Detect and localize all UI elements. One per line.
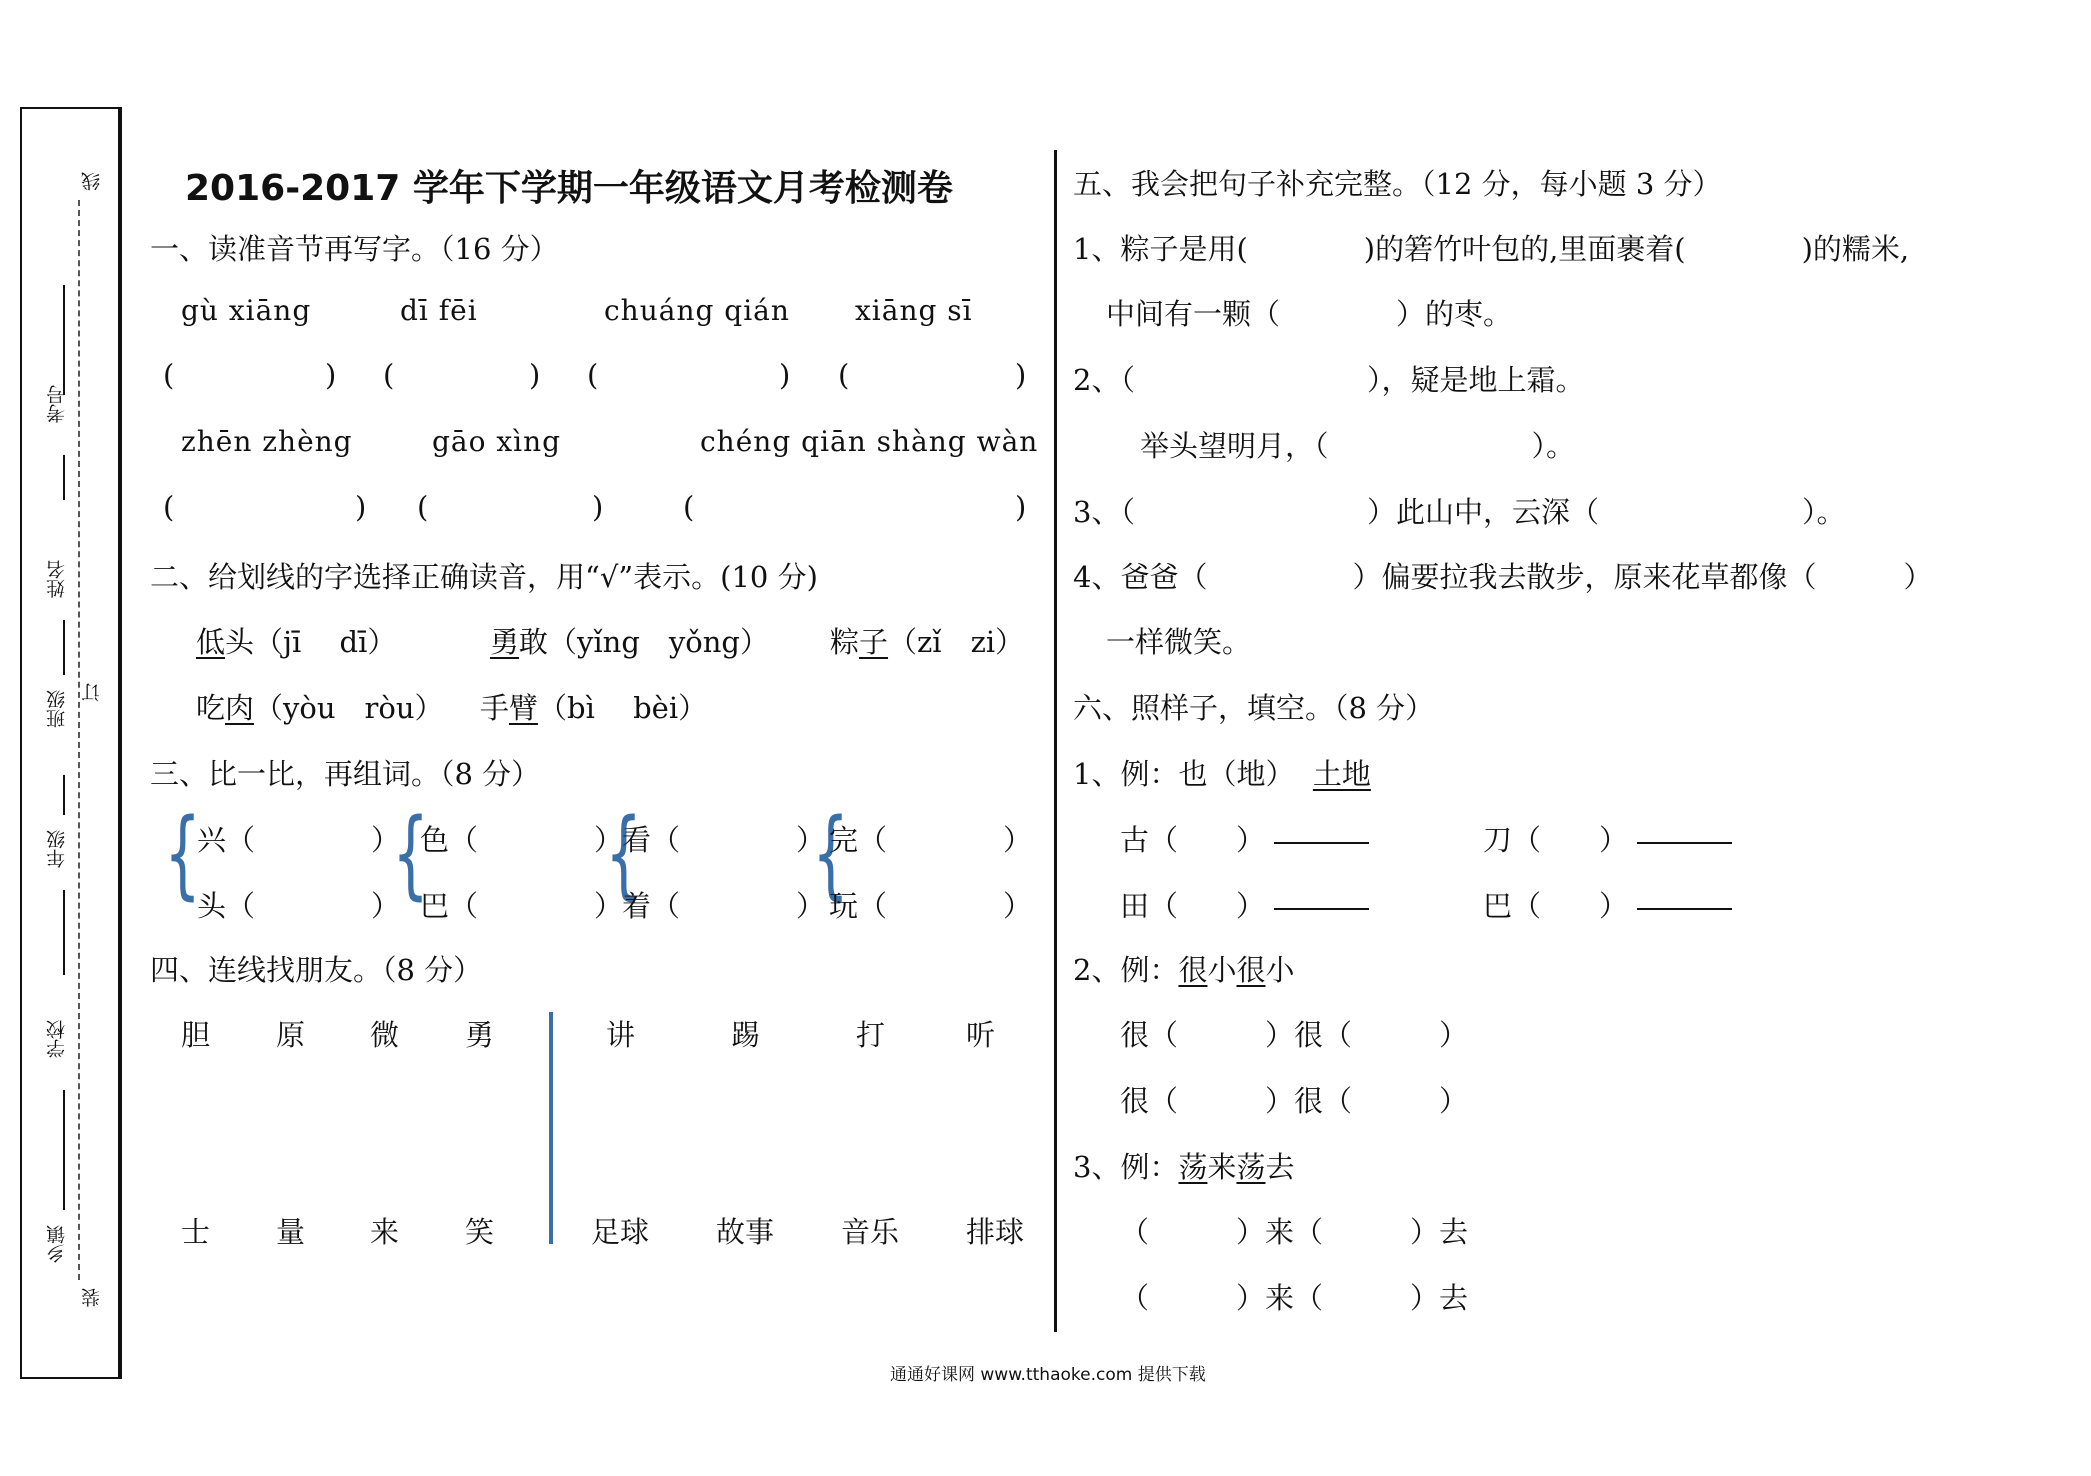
pinyin-item: zhēn zhèng <box>181 425 353 458</box>
compare-word: 兴（ ） <box>197 823 401 857</box>
brace-icon: { <box>605 798 642 910</box>
match-char: 听 <box>966 1018 996 1052</box>
binding-mark-zhuang: 装 <box>81 1288 103 1307</box>
pinyin-item: gù xiāng <box>181 294 312 327</box>
answer-paren: ) <box>1015 490 1027 524</box>
answer-paren: ) <box>779 358 791 392</box>
sentence-item: 中间有一颗（ ）的枣。 <box>1106 297 1513 331</box>
answer-paren: ) <box>1015 358 1027 392</box>
section-4-heading: 四、连线找朋友。（8 分） <box>150 953 483 987</box>
pinyin-item: gāo xìng <box>432 425 562 458</box>
sentence-item: 举头望明月，（ ）。 <box>1140 429 1576 463</box>
brace-icon: { <box>392 798 429 910</box>
section-2-heading: 二、给划线的字选择正确读音，用“√”表示。(10 分) <box>150 560 818 594</box>
match-char: 士 <box>181 1215 211 1249</box>
reading-choice: 手臂（bì bèi） <box>480 691 708 725</box>
answer-paren: ( <box>383 358 395 392</box>
fill-item: 很（ ）很（ ） <box>1120 1084 1469 1118</box>
section-6-heading: 六、照样子，填空。（8 分） <box>1073 691 1435 725</box>
pinyin-item: chéng qiān shàng wàn <box>700 425 1039 458</box>
compare-word: 色（ ） <box>420 823 624 857</box>
match-char: 打 <box>856 1018 886 1052</box>
binding-strip <box>20 107 122 1379</box>
answer-paren: ( <box>683 490 695 524</box>
answer-paren: ( <box>838 358 850 392</box>
example-1: 1、例：也（地） 土地 <box>1073 757 1371 791</box>
compare-word: 头（ ） <box>197 889 401 923</box>
reading-choice: 勇敢（yǐng yǒng） <box>490 625 769 659</box>
answer-paren: ) <box>529 358 541 392</box>
sentence-item: 1、粽子是用( )的箬竹叶包的,里面裹着( )的糯米, <box>1073 232 1910 266</box>
brace-icon: { <box>164 798 201 910</box>
match-divider <box>549 1012 553 1244</box>
section-3-heading: 三、比一比，再组词。（8 分） <box>150 757 541 791</box>
footer-credit: 通通好课网 www.tthaoke.com 提供下载 <box>890 1365 1206 1385</box>
match-char: 勇 <box>465 1018 495 1052</box>
answer-paren: ( <box>587 358 599 392</box>
fill-item: 田（ ） <box>1120 884 1369 925</box>
match-char: 量 <box>276 1215 306 1249</box>
section-1-heading: 一、读准音节再写字。（16 分） <box>150 232 559 266</box>
fill-item: 刀（ ） <box>1483 818 1732 859</box>
binding-line <box>63 285 65 395</box>
match-char: 踢 <box>731 1018 761 1052</box>
binding-strip-edge <box>118 107 122 1379</box>
example-3: 3、例：荡来荡去 <box>1073 1150 1295 1184</box>
example-2: 2、例：很小很小 <box>1073 953 1295 987</box>
reading-choice: 粽子（zǐ zi） <box>830 625 1025 659</box>
answer-paren: ) <box>355 490 367 524</box>
fill-item: 古（ ） <box>1120 818 1369 859</box>
match-char: 胆 <box>181 1018 211 1052</box>
binding-label-xiangzhen: 乡镇 <box>46 1225 68 1263</box>
fill-item: （ ）来（ ）去 <box>1120 1215 1469 1249</box>
sentence-item: 一样微笑。 <box>1106 625 1252 659</box>
compare-word: 看（ ） <box>622 823 826 857</box>
fill-item: 很（ ）很（ ） <box>1120 1018 1469 1052</box>
match-char: 原 <box>276 1018 306 1052</box>
reading-choice: 低头（jī dī） <box>196 625 397 659</box>
binding-label-kaohao: 考号 <box>46 385 68 423</box>
binding-label-xingming: 姓名 <box>46 560 68 598</box>
binding-line <box>63 1090 65 1210</box>
pinyin-item: dī fēi <box>400 294 478 327</box>
match-word: 故事 <box>716 1215 775 1249</box>
brace-icon: { <box>812 798 849 910</box>
binding-label-nianji: 年级 <box>46 830 68 868</box>
section-5-heading: 五、我会把句子补充完整。（12 分，每小题 3 分） <box>1073 167 1722 201</box>
pinyin-item: xiāng sī <box>855 294 973 327</box>
answer-paren: ( <box>417 490 429 524</box>
match-char: 微 <box>370 1018 400 1052</box>
binding-line <box>63 620 65 675</box>
fill-item: 巴（ ） <box>1483 884 1732 925</box>
sentence-item: 4、爸爸（ ）偏要拉我去散步，原来花草都像（ ） <box>1073 560 1933 594</box>
compare-word: 巴（ ） <box>420 889 624 923</box>
sentence-item: 3、（ ）此山中，云深（ ）。 <box>1073 495 1846 529</box>
sentence-item: 2、（ ），疑是地上霜。 <box>1073 363 1585 397</box>
match-word: 音乐 <box>841 1215 900 1249</box>
binding-mark-xian: 线 <box>81 172 103 191</box>
fill-item: （ ）来（ ）去 <box>1120 1281 1469 1315</box>
match-char: 讲 <box>606 1018 636 1052</box>
answer-paren: ) <box>592 490 604 524</box>
binding-cut-line <box>78 200 80 1280</box>
compare-word: 玩（ ） <box>829 889 1033 923</box>
answer-paren: ( <box>163 358 175 392</box>
binding-line <box>63 455 65 500</box>
compare-word: 完（ ） <box>829 823 1033 857</box>
match-char: 笑 <box>465 1215 495 1249</box>
match-word: 足球 <box>591 1215 650 1249</box>
answer-paren: ( <box>163 490 175 524</box>
answer-paren: ) <box>325 358 337 392</box>
reading-choice: 吃肉（yòu ròu） <box>196 691 444 725</box>
column-divider <box>1054 150 1057 1332</box>
match-word: 排球 <box>966 1215 1025 1249</box>
match-char: 来 <box>370 1215 400 1249</box>
page-title: 2016-2017 学年下学期一年级语文月考检测卷 <box>185 168 953 209</box>
binding-line <box>63 890 65 975</box>
pinyin-item: chuáng qián <box>604 294 790 327</box>
compare-word: 着（ ） <box>622 889 826 923</box>
binding-label-xuexiao: 学校 <box>46 1020 68 1058</box>
binding-line <box>63 775 65 815</box>
binding-label-banji: 班级 <box>46 690 68 728</box>
binding-mark-ding: 订 <box>81 683 103 702</box>
